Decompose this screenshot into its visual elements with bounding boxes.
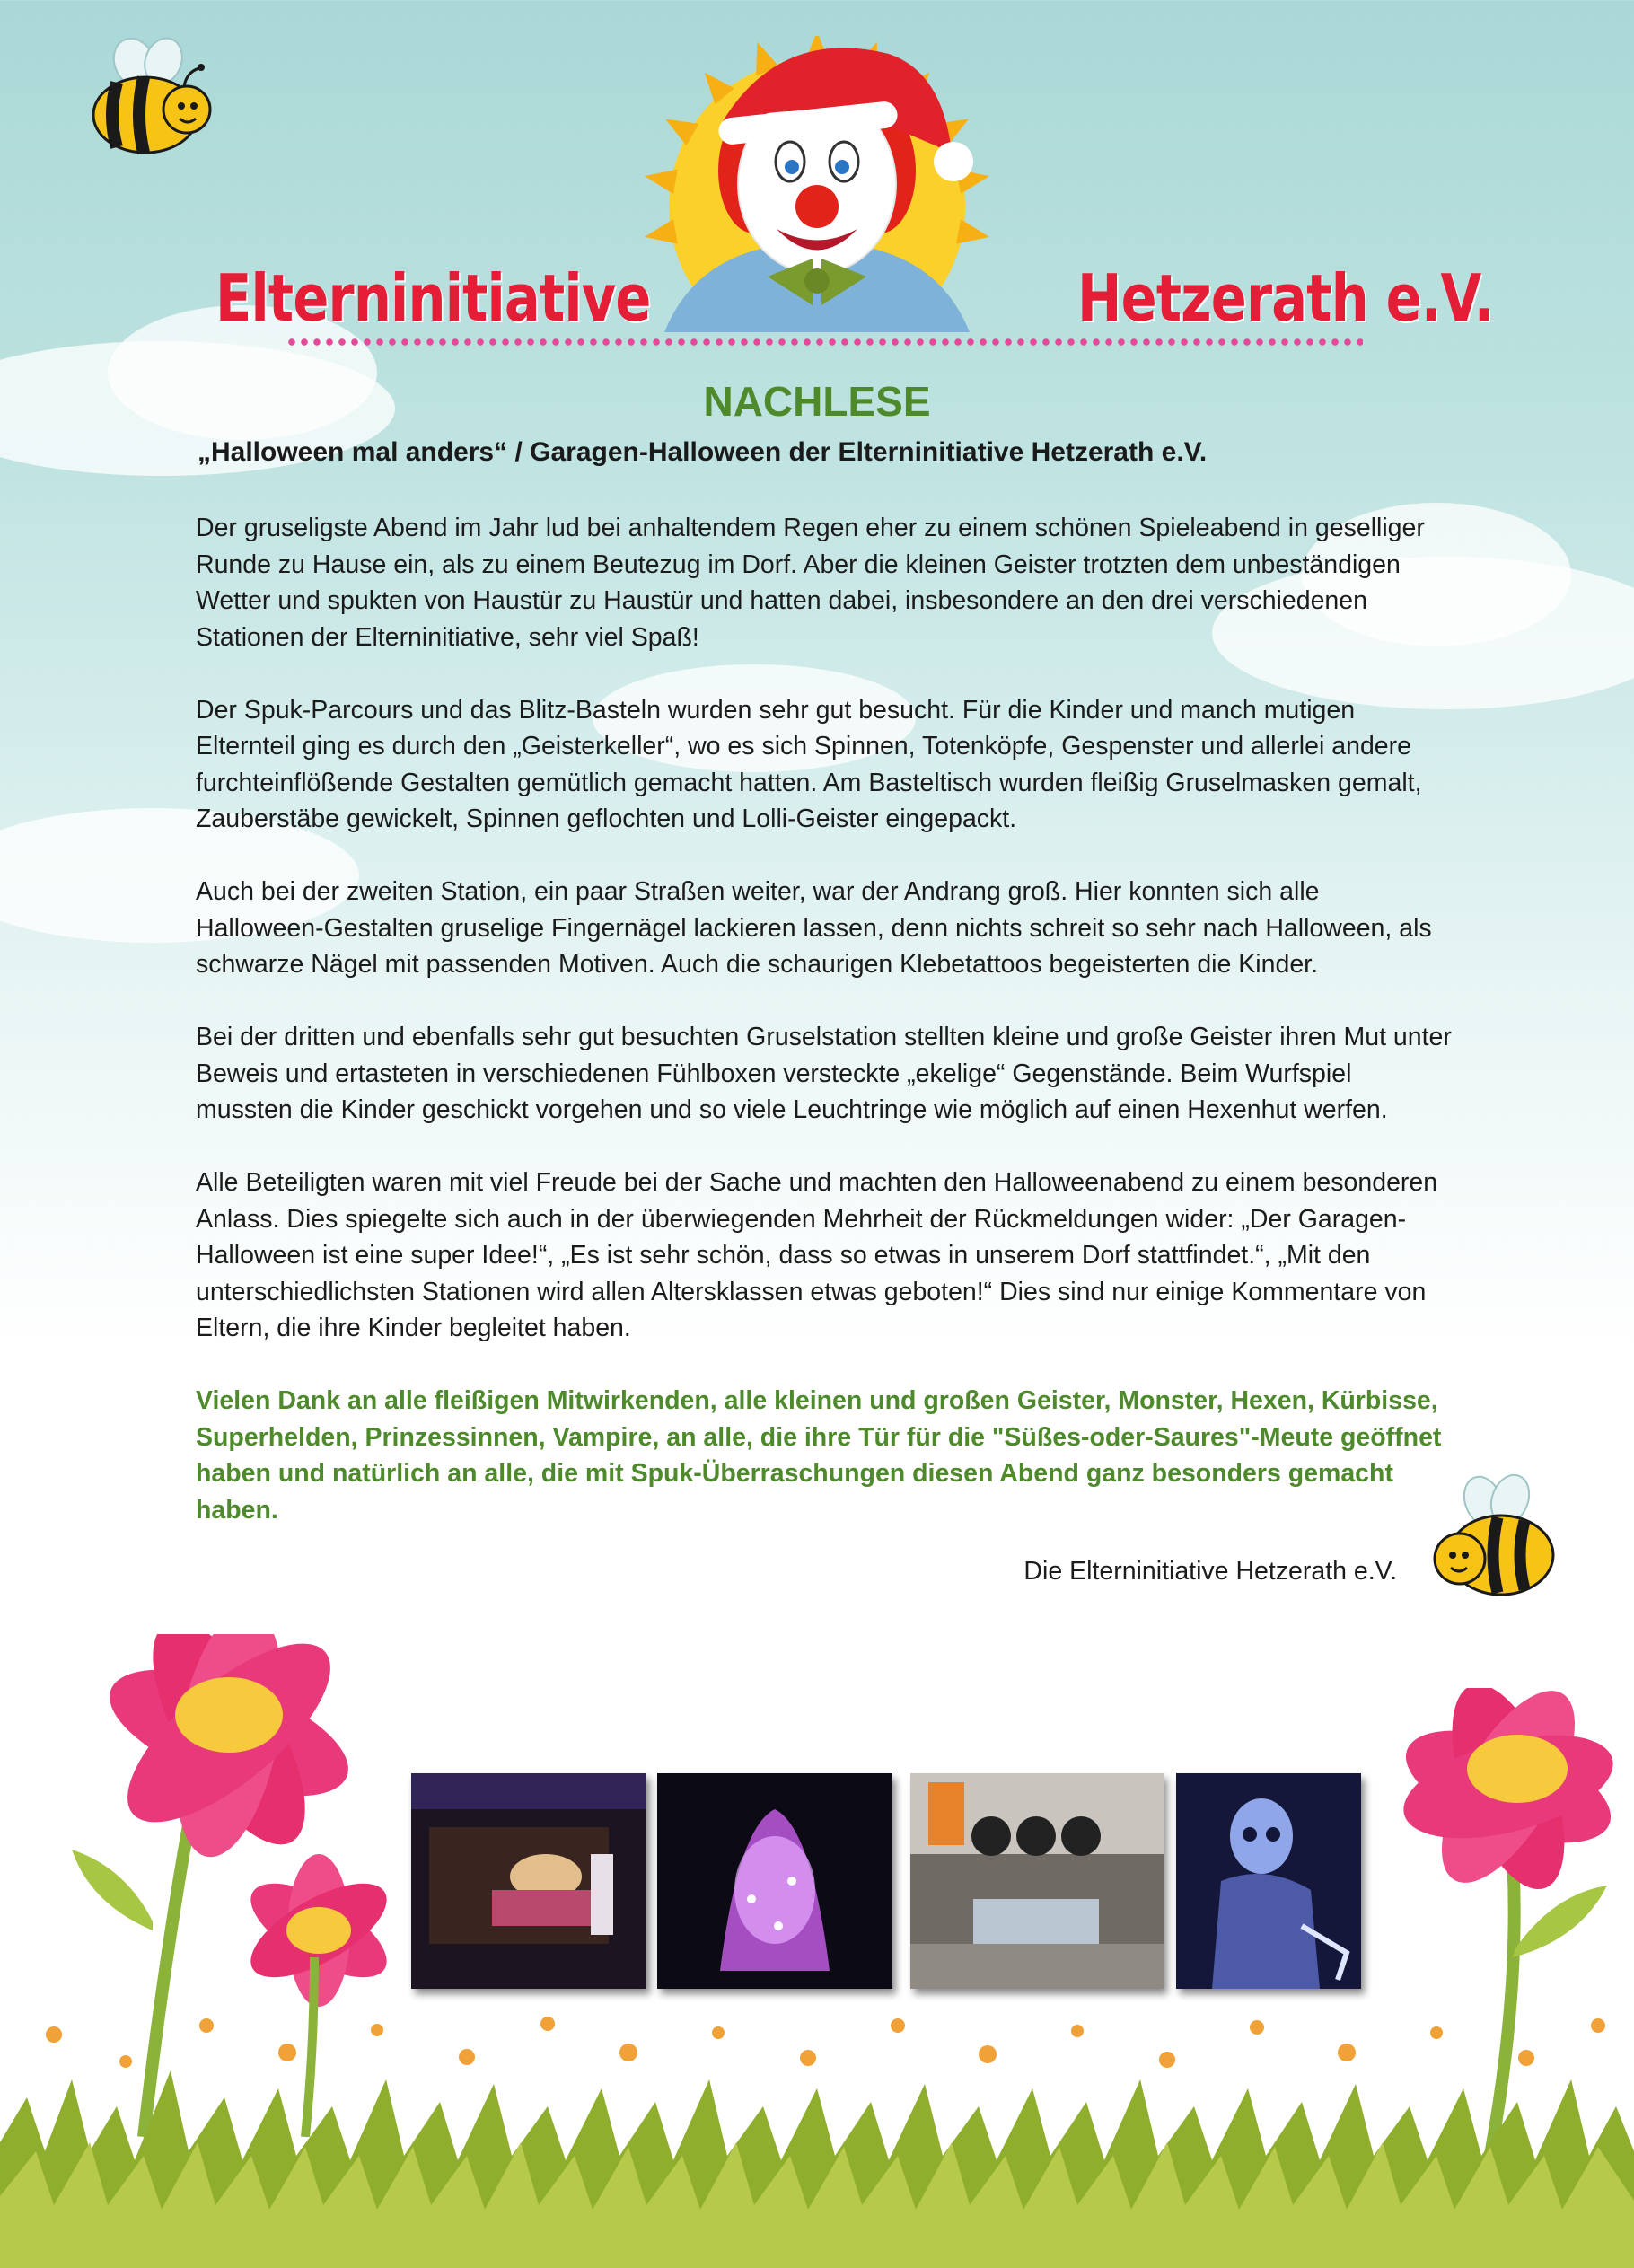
bee-icon	[1428, 1472, 1562, 1607]
thanks-paragraph: Vielen Dank an alle fleißigen Mitwirkenden, alle kleinen und großen Geister, Monster, Hexen, Kürbisse, Superhelden, Prinzessinnen, Vampire, an alle, die ihre Tür für die "Süßes-oder-Saures"-Meute geöffnet haben und natürlich an alle, die mit Spuk-Überraschungen diesen Abend ganz besonders gemacht haben.	[196, 1386, 1442, 1525]
signature: Die Elterninitiative Hetzerath e.V.	[1023, 1557, 1397, 1586]
grass-meadow-icon	[0, 1999, 1634, 2268]
photo-garage-stations	[910, 1773, 1164, 1989]
bee-icon	[81, 36, 224, 162]
page-subtitle: „Halloween mal anders“ / Garagen-Halloween der Elterninitiative Hetzerath e.V.	[198, 437, 1208, 467]
logo-text-left: Elterninitiative	[215, 260, 651, 336]
paragraph: Auch bei der zweiten Station, ein paar Straßen weiter, war der Andrang groß. Hier konnten sich alle Halloween-Gestalten gruselige Fingernägel lackieren lassen, denn nichts schreit so sehr nach Halloween, als schwarze Nägel mit passenden Motiven. Auch die schaurigen Klebetattoos begeisterten die Kinder.	[196, 877, 1432, 979]
article-body	[196, 510, 1453, 1590]
photo-glowing-ghost	[657, 1773, 892, 1989]
page-title: NACHLESE	[703, 378, 931, 425]
logo-text-right: Hetzerath e.V.	[1077, 260, 1494, 336]
photo-skeleton	[1176, 1773, 1361, 1989]
paragraph: Der gruseligste Abend im Jahr lud bei anhaltendem Regen eher zu einem schönen Spieleabend in geselliger Runde zu Hause ein, als zu einem Beutezug im Dorf. Aber die kleinen Geister trotzten dem unbeständigen Wetter und spukten von Haustür zu Haustür und hatten dabei, insbesondere an den drei verschiedenen Stationen der Elterninitiative, sehr viel Spaß!	[196, 514, 1425, 652]
paragraph: Der Spuk-Parcours und das Blitz-Basteln wurden sehr gut besucht. Für die Kinder und manch mutigen Elternteil ging es durch den „Geisterkeller“, wo es sich Spinnen, Totenköpfe, Gespenster und allerlei andere furchteinflößende Gestalten gemütlich gemacht hatten. Am Basteltisch wurden fleißig Gruselmasken gemalt, Zauberstäbe gewickelt, Spinnen geflochten und Lolli-Geister eingepackt.	[196, 695, 1422, 833]
dotted-divider	[286, 338, 1363, 347]
photo-haunted-garage	[411, 1773, 646, 1989]
paragraph: Bei der dritten und ebenfalls sehr gut besuchten Gruselstation stellten kleine und große Geister ihren Mut unter Beweis und ertasteten in verschiedenen Fühlboxen versteckte „ekelige“ Gegenstände. Beim Wurfspiel mussten die Kinder geschickt vorgehen und so viele Leuchtringe wie möglich auf einen Hexenhut werfen.	[196, 1023, 1452, 1124]
paragraph: Alle Beteiligten waren mit viel Freude bei der Sache und machten den Halloweenabend zu einem besonderen Anlass. Dies spiegelte sich auch in der überwiegenden Mehrheit der Rückmeldungen wider: „Der Garagen-Halloween ist eine super Idee!“, „Es ist sehr schön, dass so etwas in unserem Dorf stattfindet.“, „Mit den unterschiedlichsten Stationen wird allen Altersklassen etwas geboten!“ Dies sind nur einige Kommentare von Eltern, die ihre Kinder begleitet haben.	[196, 1168, 1438, 1342]
